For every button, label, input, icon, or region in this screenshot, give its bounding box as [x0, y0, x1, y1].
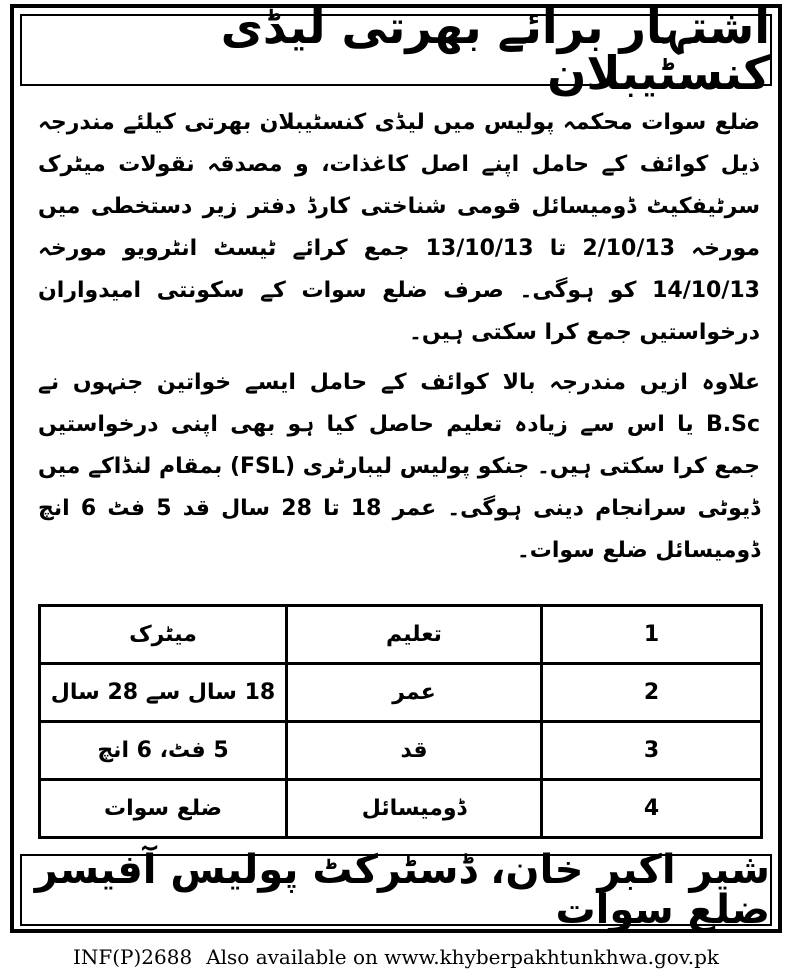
- ad-body: [38, 102, 760, 572]
- reference-number: INF(P)2688: [72, 945, 193, 969]
- requirement-field: ڈومیسائل: [287, 780, 542, 838]
- requirement-value: 18 سال سے 28 سال: [40, 664, 287, 722]
- row-number: 2: [542, 664, 762, 722]
- ad-footer: [10, 940, 782, 974]
- officer-signature: شیر اکبر خان، ڈسٹرکٹ پولیس آفیسر ضلع سوات: [34, 847, 770, 933]
- requirement-field: عمر: [287, 664, 542, 722]
- requirement-value: 5 فٹ، 6 انچ: [40, 722, 287, 780]
- row-number: 4: [542, 780, 762, 838]
- table-row: [40, 722, 762, 780]
- requirement-field: تعلیم: [287, 606, 542, 664]
- body-paragraph-2: علاوہ ازیں مندرجہ بالا کوائف کے حامل ایسے خواتین جنہوں نے B.Sc یا اس سے زیادہ تعلیم حاصل کیا ہو بھی اپنی درخواستیں جمع کرا سکتی ہیں۔ جنکو پولیس لیبارٹری (FSL) بمقام لنڈاکے میں ڈیوٹی سرانجام دینی ہوگی۔ عمر 18 تا 28 سال قد 5 فٹ 6 انچ ڈومیسائل ضلع سوات۔: [38, 370, 761, 563]
- requirements-table: [38, 604, 763, 839]
- availability-note: Also available on www.khyberpakhtunkhwa.gov.pk: [206, 945, 720, 969]
- title-box: [20, 0, 772, 100]
- row-number: 1: [542, 606, 762, 664]
- requirement-field: قد: [287, 722, 542, 780]
- table-row: [40, 780, 762, 838]
- signature-box: [20, 847, 772, 933]
- table-row: [40, 664, 762, 722]
- ad-title: اشتہار برائے بھرتی لیڈی کنسٹیبلان: [220, 0, 770, 100]
- body-paragraph-1: ضلع سوات محکمہ پولیس میں لیڈی کنسٹیبلان بھرتی کیلئے مندرجہ ذیل کوائف کے حامل اپنے اصل کاغذات، و مصدقہ نقولات میٹرک سرٹیفکیٹ ڈومیسائل قومی شناختی کارڈ دفتر زیر دستخطی میں مورخہ 2/10/13 تا 13/10/13 جمع کرائے ٹیسٹ انٹرویو مورخہ 14/10/13 کو ہوگی۔ صرف ضلع سوات کے سکونتی امیدواران درخواستیں جمع کرا سکتی ہیں۔: [38, 110, 761, 345]
- ad-frame: [10, 0, 782, 933]
- requirement-value: ضلع سوات: [40, 780, 287, 838]
- requirement-value: میٹرک: [40, 606, 287, 664]
- table-row: [40, 606, 762, 664]
- row-number: 3: [542, 722, 762, 780]
